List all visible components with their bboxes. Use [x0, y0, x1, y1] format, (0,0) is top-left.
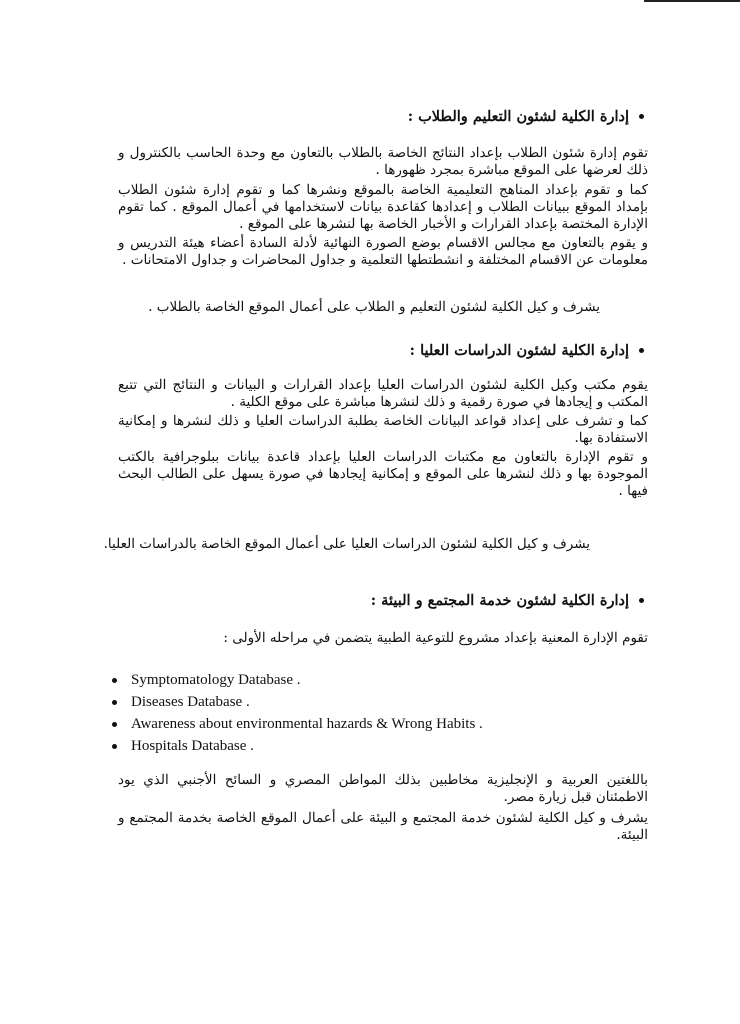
bullet-icon: [112, 722, 117, 727]
section-title-community-service: [371, 592, 644, 609]
list-item-text: Diseases Database .: [131, 694, 250, 710]
paragraph: تقوم إدارة شئون الطلاب بإعداد النتائج الخاصة بالطلاب بالتعاون مع وحدة الحاسب بالكنترول و ذلك لعرضها على الموقع مباشرة بمجرد ظهورها .: [118, 145, 648, 178]
paragraph: كما و تقوم بإعداد المناهج التعليمية الخاصة بالموقع ونشرها كما و تقوم إدارة شئون الطلاب بإمداد الموقع ببيانات الطلاب و إعدادها كقاعدة بيانات لاستخدامها في أعمال الموقع . كما تقوم الإدارة المختصة بإعداد القرارات و الأخبار الخاصة بها لنشرها على الموقع .: [118, 182, 648, 232]
section-title-education: [408, 108, 644, 125]
list-item-text: Awareness about environmental hazards & Wrong Habits .: [131, 716, 483, 732]
list-item-text: Hospitals Database .: [131, 738, 254, 754]
paragraph: و تقوم الإدارة بالتعاون مع مكتبات الدراسات العليا بإعداد قاعدة بيانات ببلوجرافية بالكتب الموجودة بها و ذلك لنشرها على الموقع و إمكانية إيجادها في صورة يسهل على الطالب البحث فيها .: [118, 449, 648, 499]
list-item: [112, 735, 483, 757]
bullet-icon: [639, 114, 644, 119]
section-title-text: إدارة الكلية لشئون الدراسات العليا :: [409, 342, 629, 359]
paragraph: و يقوم بالتعاون مع مجالس الاقسام بوضع الصورة النهائية لأدلة السادة أعضاء هيئة التدريس و معلومات عن الاقسام المختلفة و انشطتطها التعلمية و جداول المحاضرات و جداول الامتحانات .: [118, 235, 648, 268]
section-title-graduate-studies: [410, 342, 644, 359]
bullet-icon: [639, 598, 644, 603]
supervision-note: يشرف و كيل الكلية لشئون التعليم و الطلاب على أعمال الموقع الخاصة بالطلاب .: [148, 299, 600, 315]
list-item-text: Symptomatology Database .: [131, 672, 301, 688]
scan-edge-mark: [644, 0, 740, 2]
paragraph: باللغتين العربية و الإنجليزية مخاطبين بذلك المواطن المصري و السائح الأجنبي الذي يود الاطمئنان قبل زيارة مصر.: [118, 772, 648, 805]
bullet-icon: [639, 348, 644, 353]
intro-paragraph: تقوم الإدارة المعنية بإعداد مشروع للتوعية الطبية يتضمن في مراحله الأولى :: [223, 630, 648, 646]
paragraph: كما و تشرف على إعداد قواعد البيانات الخاصة بطلبة الدراسات العليا و ذلك لنشرها و إمكانية الاستفادة بها.: [118, 413, 648, 446]
paragraph: يقوم مكتب وكيل الكلية لشئون الدراسات العليا بإعداد القرارات و البيانات و النتائج التي تتبع المكتب و إيجادها في صورة رقمية و ذلك لنشرها مباشرة على موقع الكلية .: [118, 377, 648, 410]
section-title-text: إدارة الكلية لشئون التعليم والطلاب :: [407, 108, 629, 125]
supervision-note: يشرف و كيل الكلية لشئون الدراسات العليا على أعمال الموقع الخاصة بالدراسات العليا.: [103, 536, 590, 552]
supervision-note: يشرف و كيل الكلية لشئون خدمة المجتمع و البيئة على أعمال الموقع الخاصة بخدمة المجتمع و البيئة.: [118, 810, 648, 843]
bullet-icon: [112, 700, 117, 705]
list-item: [112, 691, 483, 713]
list-item: [112, 713, 483, 735]
bullet-icon: [112, 678, 117, 683]
bullet-icon: [112, 744, 117, 749]
list-item: [112, 669, 483, 691]
section-title-text: إدارة الكلية لشئون خدمة المجتمع و البيئة :: [370, 592, 629, 609]
database-list: [112, 669, 483, 757]
